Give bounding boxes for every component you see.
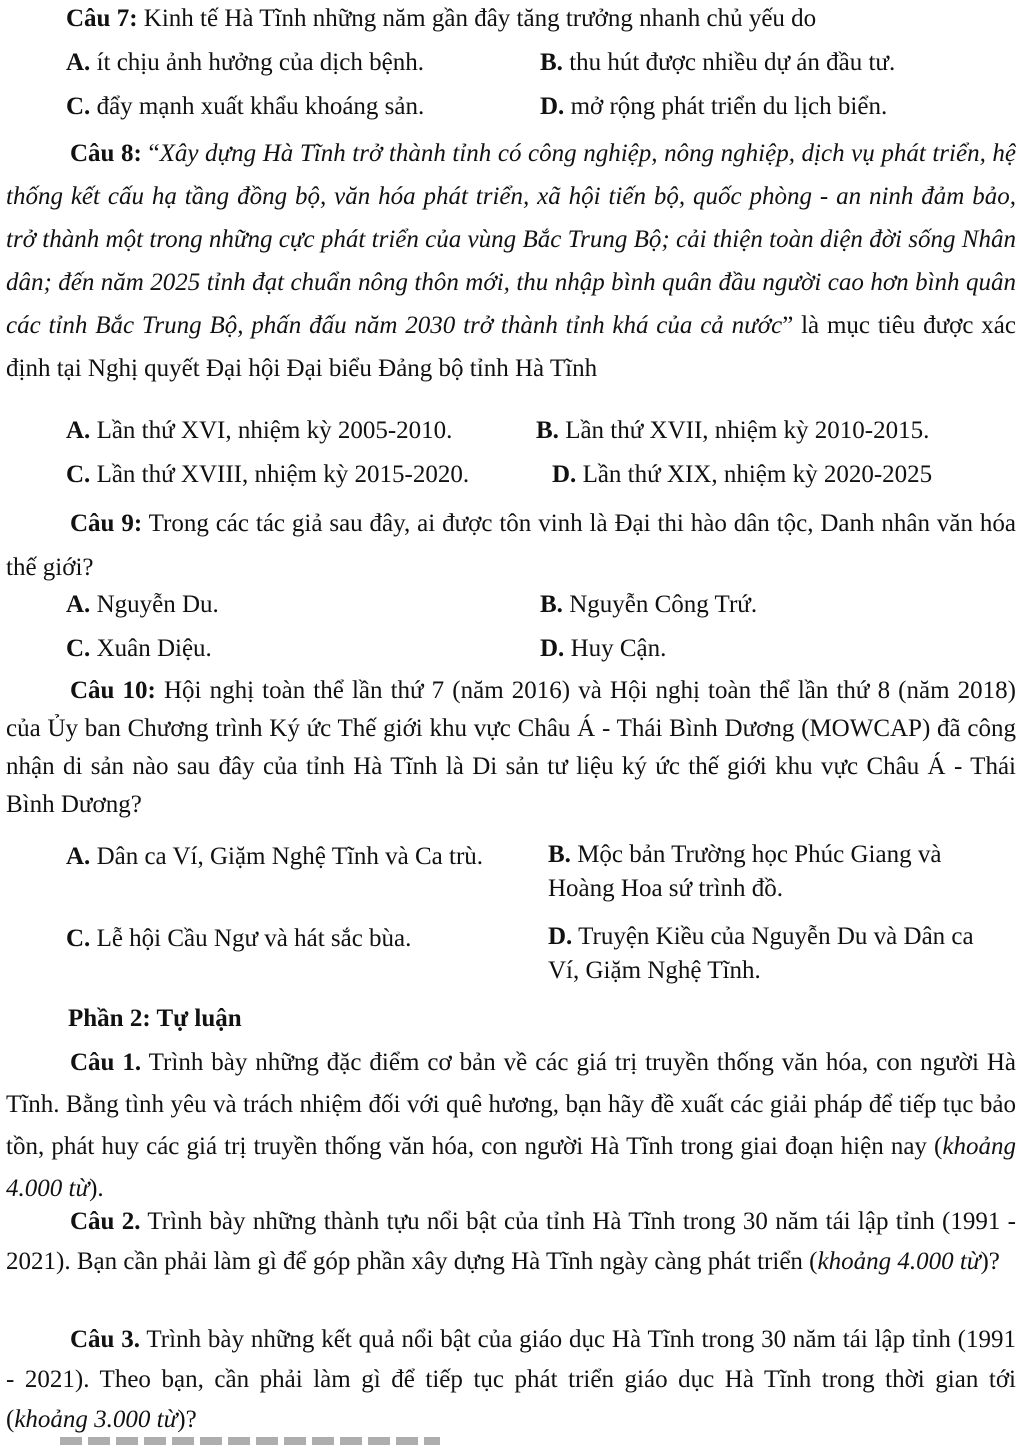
question-7-option-a bbox=[66, 44, 424, 82]
option-letter: A. bbox=[66, 591, 91, 618]
open-quote: “ bbox=[141, 140, 160, 167]
option-text: ít chịu ảnh hưởng của dịch bệnh. bbox=[90, 49, 424, 76]
option-text: mở rộng phát triển du lịch biển. bbox=[564, 93, 888, 120]
essay-question-2 bbox=[6, 1202, 1016, 1282]
essay-question-1 bbox=[6, 1042, 1016, 1210]
option-letter: B. bbox=[536, 417, 559, 444]
option-text: thu hút được nhiều dự án đầu tư. bbox=[562, 49, 896, 76]
question-9-stem bbox=[6, 502, 1016, 590]
option-letter: B. bbox=[540, 591, 563, 618]
option-letter: C. bbox=[66, 93, 91, 120]
question-8-option-b bbox=[536, 412, 929, 450]
question-8-tail: là mục tiêu được xác định tại Nghị quyết Đại hội Đại biểu Đảng bộ tỉnh Hà Tĩnh bbox=[6, 312, 1016, 382]
question-7-option-b bbox=[540, 44, 895, 82]
essay-label: Câu 2. bbox=[70, 1208, 141, 1235]
question-10-stem bbox=[6, 672, 1016, 824]
question-8-option-d bbox=[552, 456, 932, 494]
essay-end: ). bbox=[89, 1175, 104, 1202]
essay-word-count: khoảng 3.000 từ bbox=[14, 1406, 178, 1433]
question-7-option-d bbox=[540, 88, 887, 126]
question-8-label: Câu 8: bbox=[70, 140, 142, 167]
question-9-option-a bbox=[66, 586, 219, 624]
option-text: Lần thứ XVI, nhiệm kỳ 2005-2010. bbox=[90, 417, 453, 444]
option-letter: D. bbox=[540, 93, 565, 120]
option-letter: D. bbox=[540, 635, 565, 662]
option-text: Huy Cận. bbox=[564, 635, 667, 662]
close-quote: ” bbox=[782, 312, 794, 339]
essay-label: Câu 1. bbox=[70, 1049, 142, 1076]
question-9-option-b bbox=[540, 586, 757, 624]
question-9-label: Câu 9: bbox=[70, 510, 143, 537]
question-8-option-c bbox=[66, 456, 469, 494]
option-letter: A. bbox=[66, 49, 91, 76]
option-text: Dân ca Ví, Giặm Nghệ Tĩnh và Ca trù. bbox=[90, 843, 484, 870]
question-8-option-a bbox=[66, 412, 452, 450]
option-text: Truyện Kiều của Nguyễn Du và Dân ca Ví, Giặm Nghệ Tĩnh. bbox=[548, 923, 974, 984]
essay-word-count: khoảng 4.000 từ bbox=[817, 1248, 981, 1275]
essay-question-3 bbox=[6, 1320, 1016, 1440]
option-text: Mộc bản Trường học Phúc Giang và Hoàng Hoa sứ trình đồ. bbox=[548, 841, 942, 902]
question-7-text: Kinh tế Hà Tĩnh những năm gần đây tăng trưởng nhanh chủ yếu do bbox=[137, 5, 817, 32]
essay-word-count: khoảng 4.000 từ bbox=[6, 1133, 1016, 1202]
option-text: đẩy mạnh xuất khẩu khoáng sản. bbox=[90, 93, 425, 120]
option-letter: B. bbox=[540, 49, 563, 76]
option-text: Lần thứ XVII, nhiệm kỳ 2010-2015. bbox=[558, 417, 930, 444]
option-text: Nguyễn Du. bbox=[90, 591, 219, 618]
essay-end: )? bbox=[980, 1248, 1000, 1275]
question-9-option-d bbox=[540, 630, 666, 668]
essay-label: Câu 3. bbox=[70, 1326, 141, 1353]
essay-end: )? bbox=[177, 1406, 197, 1433]
question-8-quote: Xây dựng Hà Tĩnh trở thành tỉnh có công nghiệp, nông nghiệp, dịch vụ phát triển, hệ thống kết cấu hạ tầng đồng bộ, văn hóa phát triển, xã hội tiến bộ, quốc phòng - an ninh đảm bảo, trở thành một trong những cực phát triển của vùng Bắc Trung Bộ; cải thiện toàn diện đời sống Nhân dân; đến năm 2025 tỉnh đạt chuẩn nông thôn mới, thu nhập bình quân đầu người cao hơn bình quân các tỉnh Bắc Trung Bộ, phấn đấu năm 2030 trở thành tỉnh khá của cả nước bbox=[6, 140, 1016, 339]
question-8-stem bbox=[6, 132, 1016, 390]
essay-text: Trình bày những thành tựu nổi bật của tỉnh Hà Tĩnh trong 30 năm tái lập tỉnh (1991 - 2021). Bạn cần phải làm gì để góp phần xây dựng Hà Tĩnh ngày càng phát triển ( bbox=[6, 1208, 1016, 1275]
question-9-text: Trong các tác giả sau đây, ai được tôn vinh là Đại thi hào dân tộc, Danh nhân văn hóa thế giới? bbox=[6, 510, 1016, 581]
question-10-option-b bbox=[548, 838, 998, 906]
option-letter: A. bbox=[66, 843, 91, 870]
option-letter: C. bbox=[66, 461, 91, 488]
option-text: Lễ hội Cầu Ngư và hát sắc bùa. bbox=[90, 925, 412, 952]
option-letter: C. bbox=[66, 925, 91, 952]
question-10-option-a bbox=[66, 838, 536, 876]
essay-text: Trình bày những đặc điểm cơ bản về các giá trị truyền thống văn hóa, con người Hà Tĩnh. Bằng tình yêu và trách nhiệm đối với quê hương, bạn hãy đề xuất các giải pháp để tiếp tục bảo tồn, phát huy các giá trị truyền thống văn hóa, con người Hà Tĩnh trong giai đoạn hiện nay ( bbox=[6, 1049, 1016, 1160]
option-text: Nguyễn Công Trứ. bbox=[562, 591, 758, 618]
option-text: Lần thứ XIX, nhiệm kỳ 2020-2025 bbox=[576, 461, 933, 488]
option-letter: D. bbox=[548, 923, 573, 950]
question-7-label: Câu 7: bbox=[66, 5, 138, 32]
essay-text: Trình bày những kết quả nổi bật của giáo dục Hà Tĩnh trong 30 năm tái lập tỉnh (1991 - 2021). Theo bạn, cần phải làm gì để tiếp tục phát triển giáo dục Hà Tĩnh trong thời gian tới ( bbox=[6, 1326, 1016, 1433]
option-text: Xuân Diệu. bbox=[90, 635, 212, 662]
option-letter: D. bbox=[552, 461, 577, 488]
question-10-text: Hội nghị toàn thể lần thứ 7 (năm 2016) và Hội nghị toàn thể lần thứ 8 (năm 2018) của Ủy ban Chương trình Ký ức Thế giới khu vực Châu Á - Thái Bình Dương (MOWCAP) đã công nhận di sản nào sau đây của tỉnh Hà Tĩnh là Di sản tư liệu ký ức thế giới khu vực Châu Á - Thái Bình Dương? bbox=[6, 677, 1016, 818]
option-letter: A. bbox=[66, 417, 91, 444]
question-9-option-c bbox=[66, 630, 212, 668]
question-7-option-c bbox=[66, 88, 424, 126]
question-10-option-c bbox=[66, 920, 536, 958]
option-text: Lần thứ XVIII, nhiệm kỳ 2015-2020. bbox=[90, 461, 470, 488]
option-letter: C. bbox=[66, 635, 91, 662]
option-letter: B. bbox=[548, 841, 571, 868]
question-7-stem bbox=[66, 0, 1016, 38]
section-title: Phần 2: Tự luận bbox=[68, 1005, 242, 1032]
question-10-label: Câu 10: bbox=[70, 677, 156, 704]
cut-off-text-line bbox=[60, 1437, 440, 1445]
question-10-option-d bbox=[548, 920, 998, 988]
